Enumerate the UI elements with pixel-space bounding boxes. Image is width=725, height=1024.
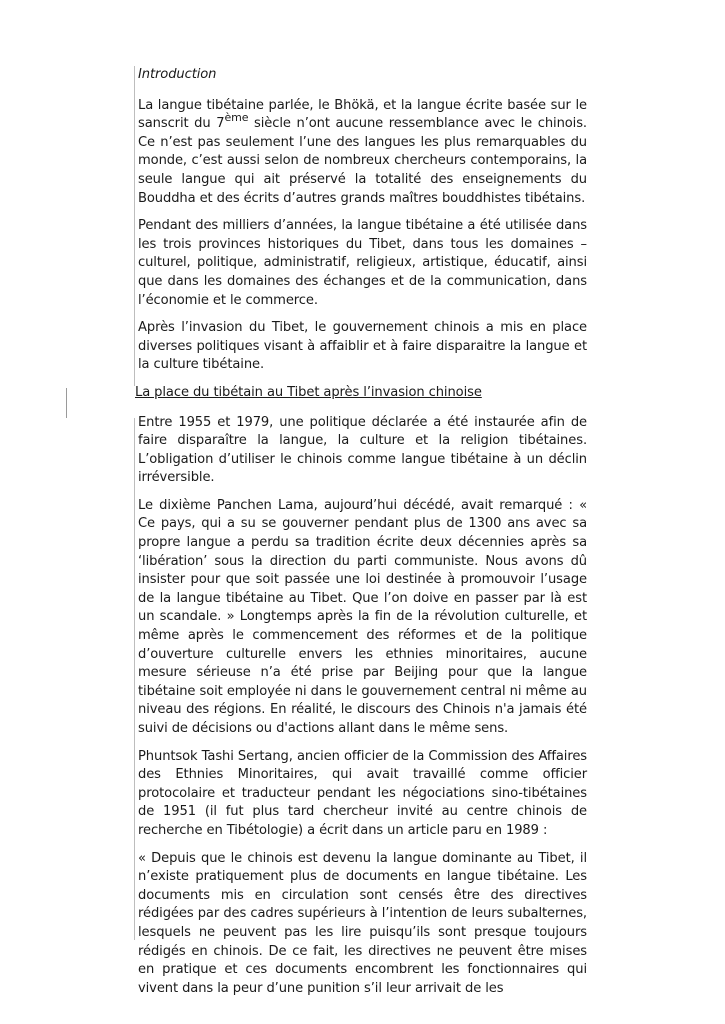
section-paragraph-3: Phuntsok Tashi Sertang, ancien officier de la Commission des Affaires des Ethnies Minoritaires, qui avait travaillé comme officier protocolaire et traducteur pendant les négociations sino-tibétaines de 1951 (il fut plus tard chercheur invité au centre chinois de recherche en Tibétologie) a écrit dans un article paru en 1989 : — [138, 748, 587, 838]
intro-paragraph-2: Pendant des milliers d’années, la langue tibétaine a été utilisée dans les trois provinces historiques du Tibet, dans tous les domaines – culturel, politique, administratif, religieux, artistique, éducatif, ainsi que dans les domaines des échanges et de la communication, dans l’économie et le commerce. — [138, 218, 587, 308]
section-paragraph-4-quote: « Depuis que le chinois est devenu la langue dominante au Tibet, il n’existe pratiquement plus de documents en langue tibétaine. Les documents mis en circulation sont censés être des directives rédigées par des cadres supérieurs à l’intention de leurs subalternes, lesquels ne peuvent pas les lire puisqu’ils sont presque toujours rédigés en chinois. De ce fait, les directives ne peuvent être mises en pratique et ces documents encombrent les fonctionnaires qui vivent dans la peur d’une punition s’il leur arrivait de les — [138, 850, 587, 996]
text-column — [135, 66, 587, 1007]
left-margin-rule-bottom — [134, 418, 135, 940]
intro-heading: Introduction — [138, 67, 217, 82]
section-paragraph-2: Le dixième Panchen Lama, aujourd’hui décédé, avait remarqué : « Ce pays, qui a su se gouverner pendant plus de 1300 ans avec sa propre langue a perdu sa tradition écrite deux décennies après sa ‘libération’ sous la direction du parti communiste. Nous avons dû insister pour que soit passée une loi destinée à promouvoir l’usage de la langue tibétaine au Tibet. Que l’on doive en passer par là est un scandale. » Longtemps après la fin de la révolution culturelle, et même après le commencement des réformes et de la politique d’ouverture culturelle envers les ethnies minoritaires, aucune mesure sérieuse n’a été prise par Beijing pour que la langue tibétaine soit employée ni dans le gouvernement central ni même au niveau des régions. En réalité, le discours des Chinois n'a jamais été suivi de décisions ou d'actions allant dans le même sens. — [138, 497, 587, 736]
intro-p1-text-b: siècle n’ont aucune ressemblance avec le chinois. Ce n’est pas seulement l’une des langues les plus remarquables du monde, c’est aussi selon de nombreux chercheurs contemporains, la seule langue qui ait préservé la totalité des enseignements du Bouddha et des écrits d’autres grands maîtres bouddhistes tibétains. — [138, 116, 587, 206]
ordinal-superscript: ème — [224, 111, 249, 125]
intro-p1-text-a: La langue tibétaine parlée, le Bhökä, et la langue écrite basée sur le sanscrit du 7 — [138, 97, 587, 132]
intro-paragraph-3: Après l’invasion du Tibet, le gouvernement chinois a mis en place diverses politiques visant à affaiblir et à faire disparaitre la langue et la culture tibétaine. — [138, 320, 587, 373]
section-heading: La place du tibétain au Tibet après l’invasion chinoise — [135, 384, 482, 400]
revision-margin-mark — [66, 388, 67, 418]
intro-paragraph-1 — [138, 97, 587, 209]
section-paragraph-1: Entre 1955 et 1979, une politique déclarée a été instaurée afin de faire disparaître la langue, la culture et la religion tibétaines. L’obligation d’utiliser le chinois comme langue tibétaine à un déclin irréversible. — [138, 414, 587, 486]
left-margin-rule-top — [134, 66, 135, 386]
